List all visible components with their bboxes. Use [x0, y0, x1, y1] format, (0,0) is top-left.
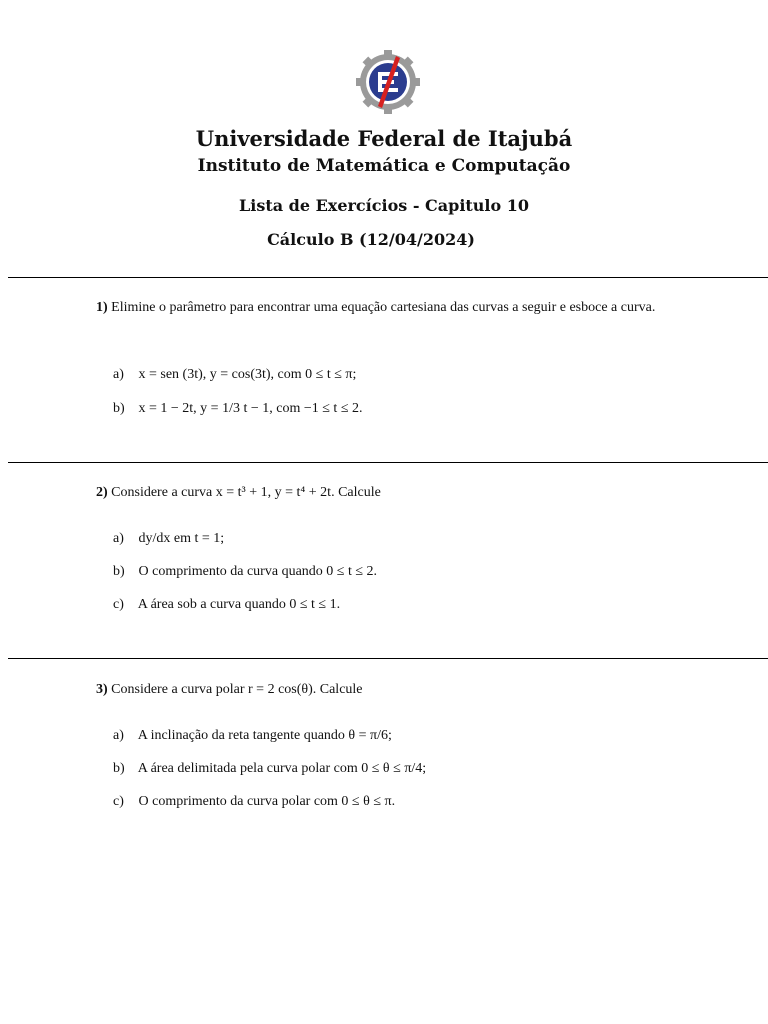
question-3-item-a [113, 728, 392, 744]
item-text: x = 1 − 2t, y = 1/3 t − 1, com −1 ≤ t ≤ 2. [138, 401, 363, 416]
question-text: Considere a curva x = t³ + 1, y = t⁴ + 2t. Calcule [111, 485, 381, 500]
item-text: x = sen (3t), y = cos(3t), com 0 ≤ t ≤ π; [138, 367, 357, 382]
question-2 [96, 482, 696, 503]
item-text: O comprimento da curva quando 0 ≤ t ≤ 2. [138, 564, 378, 579]
question-1-item-a [113, 367, 356, 383]
item-text: A área sob a curva quando 0 ≤ t ≤ 1. [137, 597, 341, 612]
institute-name: Instituto de Matemática e Computação [197, 156, 571, 176]
question-1 [96, 297, 696, 318]
question-2-item-b [113, 564, 377, 580]
university-name: Universidade Federal de Itajubá [195, 126, 573, 151]
item-text: dy/dx em t = 1; [138, 531, 225, 546]
item-label: c) [113, 597, 124, 612]
item-label: b) [113, 401, 125, 416]
question-number: 1) [96, 300, 108, 315]
university-logo [356, 50, 420, 114]
question-2-item-a [113, 531, 224, 547]
divider [8, 462, 768, 463]
item-label: a) [113, 728, 124, 743]
divider [8, 658, 768, 659]
item-label: a) [113, 531, 124, 546]
item-label: b) [113, 564, 125, 579]
item-label: a) [113, 367, 124, 382]
item-text: A inclinação da reta tangente quando θ = π/6; [137, 728, 392, 743]
course-title: Cálculo B (12/04/2024) [267, 230, 475, 249]
question-3-item-c [113, 794, 395, 810]
question-1-item-b [113, 401, 363, 417]
divider [8, 277, 768, 278]
question-3 [96, 679, 696, 700]
item-label: b) [113, 761, 125, 776]
list-title: Lista de Exercícios - Capitulo 10 [238, 196, 530, 215]
question-3-item-b [113, 761, 426, 777]
question-2-item-c [113, 597, 340, 613]
question-text: Considere a curva polar r = 2 cos(θ). Calcule [111, 682, 363, 697]
item-text: A área delimitada pela curva polar com 0 ≤ θ ≤ π/4; [137, 761, 427, 776]
question-number: 3) [96, 682, 108, 697]
question-text: Elimine o parâmetro para encontrar uma equação cartesiana das curvas a seguir e esboce a curva. [111, 300, 656, 315]
question-number: 2) [96, 485, 108, 500]
item-text: O comprimento da curva polar com 0 ≤ θ ≤ π. [138, 794, 396, 809]
item-label: c) [113, 794, 124, 809]
